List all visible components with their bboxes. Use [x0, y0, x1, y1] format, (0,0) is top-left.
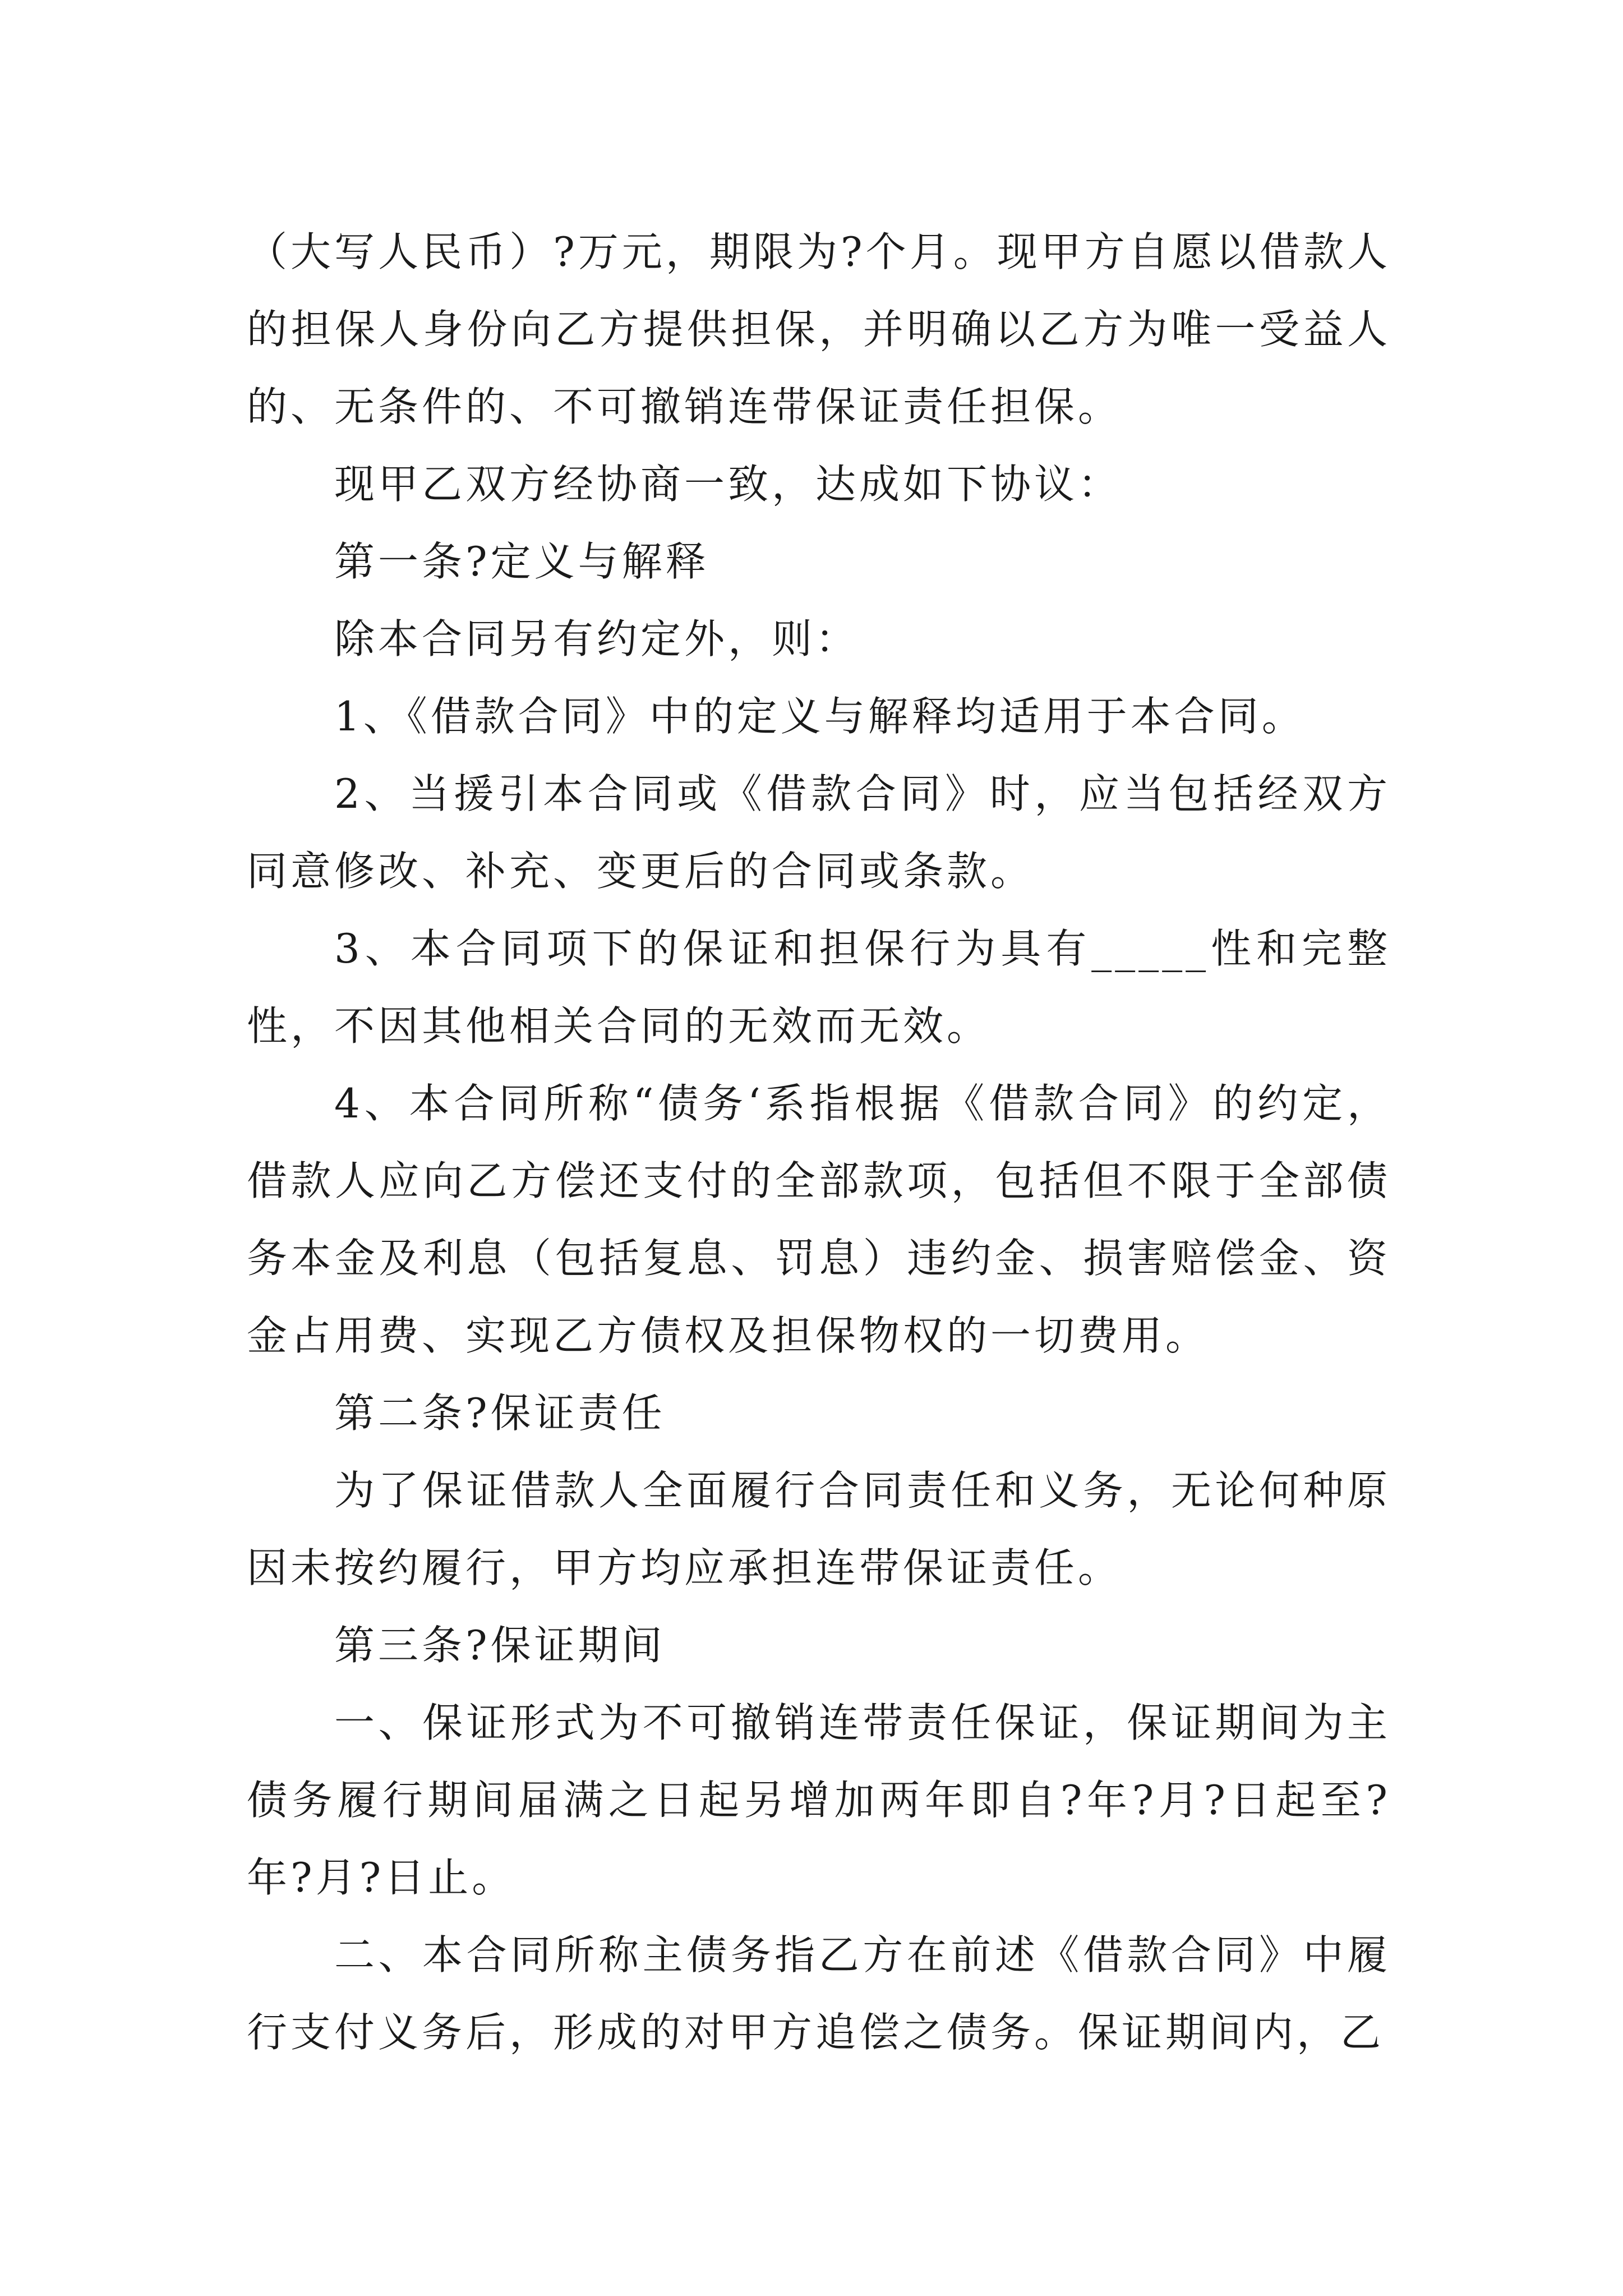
clause-1-1: 1、《借款合同》中的定义与解释均适用于本合同。	[334, 693, 1306, 740]
article-1-heading: 第一条?定义与解释	[334, 538, 709, 585]
paragraph-agreement-statement: 现甲乙双方经协商一致，达成如下协议：	[334, 461, 1122, 508]
article-3-heading: 第三条?保证期间	[334, 1622, 666, 1669]
clause-1-2: 2、当援引本合同或《借款合同》时，应当包括经双方同意修改、补充、变更后的合同或条款。	[247, 770, 1391, 895]
clause-3-1: 一、保证形式为不可撤销连带责任保证，保证期间为主债务履行期间届满之日起另增加两年即自?年?月?日起至?年?月?日止。	[247, 1699, 1391, 1901]
paragraph-loan-guarantee-intro: （大写人民币）?万元，期限为?个月。现甲方自愿以借款人的担保人身份向乙方提供担保，并明确以乙方为唯一受益人的、无条件的、不可撤销连带保证责任担保。	[247, 228, 1391, 430]
clause-3-2: 二、本合同所称主债务指乙方在前述《借款合同》中履行支付义务后，形成的对甲方追偿之债务。保证期间内，乙	[247, 1931, 1391, 2056]
article-2-heading: 第二条?保证责任	[334, 1389, 666, 1437]
document-body	[247, 213, 1391, 2071]
clause-1-4: 4、本合同所称“债务‘系指根据《借款合同》的约定，借款人应向乙方偿还支付的全部款项，包括但不限于全部债务本金及利息（包括复息、罚息）违约金、损害赔偿金、资金占用费、实现乙方债权及担保物权的一切费用。	[247, 1080, 1391, 1359]
paragraph-article-2-body: 为了保证借款人全面履行合同责任和义务，无论何种原因未按约履行，甲方均应承担连带保证责任。	[247, 1467, 1391, 1591]
clause-1-3: 3、本合同项下的保证和担保行为具有_____性和完整性，不因其他相关合同的无效而无效。	[247, 925, 1391, 1050]
paragraph-article-1-preamble: 除本合同另有约定外，则：	[334, 615, 860, 662]
